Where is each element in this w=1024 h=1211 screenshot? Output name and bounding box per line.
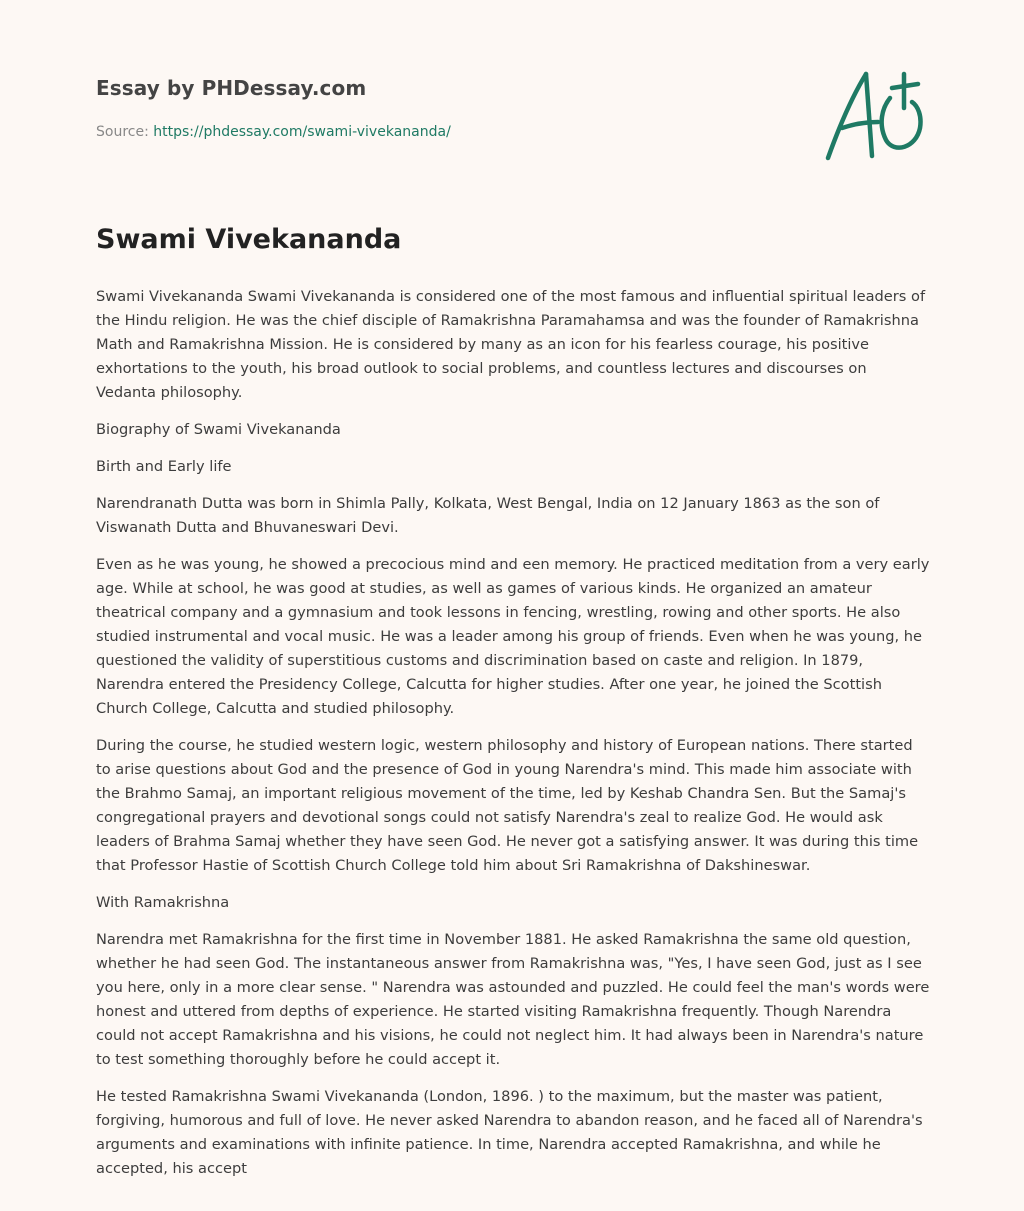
source-link[interactable]: https://phdessay.com/swami-vivekananda/ <box>153 124 451 140</box>
paragraph-testing: He tested Ramakrishna Swami Vivekananda (London, 1896. ) to the maximum, but the master was patient, forgiving, humorous and full of love. He never asked Narendra to abandon reason, and he faced all of Narendra's arguments and examinations with infinite patience. In time, Narendra accepted Ramakrishna, and while he accepted, his accept <box>96 1088 923 1177</box>
subheading-biography: Biography of Swami Vivekananda <box>96 421 341 438</box>
paragraph-birth: Narendranath Dutta was born in Shimla Pally, Kolkata, West Bengal, India on 12 January 1863 as the son of Viswanath Dutta and Bhuvaneswari Devi. <box>96 495 880 536</box>
paragraph-intro: Swami Vivekananda Swami Vivekananda is considered one of the most famous and influential spiritual leaders of the Hindu religion. He was the chief disciple of Ramakrishna Paramahamsa and was the founder of Ramakrishna Math and Ramakrishna Mission. He is considered by many as an icon for his fearless courage, his positive exhortations to the youth, his broad outlook to social problems, and countless lectures and discourses on Vedanta philosophy. <box>96 288 926 401</box>
paragraph-youth: Even as he was young, he showed a precocious mind and een memory. He practiced meditation from a very early age. While at school, he was good at studies, as well as games of various kinds. He organized an amateur theatrical company and a gymnasium and took lessons in fencing, wrestling, rowing and other sports. He also studied instrumental and vocal music. He was a leader among his group of friends. Even when he was young, he questioned the validity of superstitious customs and discrimination based on caste and religion. In 1879, Narendra entered the Presidency College, Calcutta for higher studies. After one year, he joined the Scottish Church College, Calcutta and studied philosophy. <box>96 556 930 717</box>
essay-title: Swami Vivekananda <box>96 224 402 255</box>
subheading-ramakrishna: With Ramakrishna <box>96 894 230 911</box>
subheading-birth: Birth and Early life <box>96 458 232 475</box>
a-plus-logo <box>820 68 930 164</box>
paragraph-meeting: Narendra met Ramakrishna for the first time in November 1881. He asked Ramakrishna the same old question, whether he had seen God. The instantaneous answer from Ramakrishna was, "Yes, I have seen God, just as I see you here, only in a more clear sense. " Narendra was astounded and puzzled. He could feel the man's words were honest and uttered from depths of experience. He started visiting Ramakrishna frequently. Though Narendra could not accept Ramakrishna and his visions, he could not neglect him. It had always been in Narendra's nature to test something thoroughly before he could accept it. <box>96 931 930 1068</box>
site-brand: Essay by PHDessay.com <box>96 76 367 100</box>
source-line <box>96 124 451 140</box>
paragraph-studies: During the course, he studied western logic, western philosophy and history of European nations. There started to arise questions about God and the presence of God in young Narendra's mind. This made him associate with the Brahmo Samaj, an important religious movement of the time, led by Keshab Chandra Sen. But the Samaj's congregational prayers and devotional songs could not satisfy Narendra's zeal to realize God. He would ask leaders of Brahma Samaj whether they have seen God. He never got a satisfying answer. It was during this time that Professor Hastie of Scottish Church College told him about Sri Ramakrishna of Dakshineswar. <box>96 737 919 874</box>
essay-body <box>96 285 930 1194</box>
source-label: Source: <box>96 124 154 140</box>
a-plus-logo-graphic <box>820 68 930 164</box>
